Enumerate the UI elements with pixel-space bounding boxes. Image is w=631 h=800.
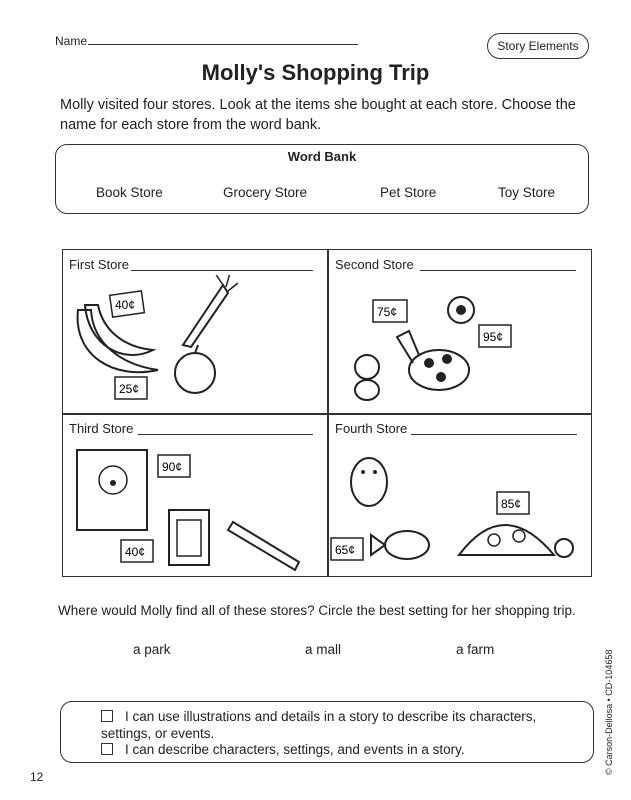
second-store-blank[interactable]: [420, 270, 576, 271]
option-mall[interactable]: a mall: [305, 642, 342, 657]
price-tag-40-book: 40¢: [125, 545, 146, 559]
carrot-icon: [183, 285, 228, 347]
option-park[interactable]: a park: [133, 642, 171, 657]
checklist-item-1: [101, 708, 571, 742]
option-farm[interactable]: a farm: [456, 642, 495, 657]
page-number: 12: [30, 770, 44, 784]
checklist-text-2: I can describe characters, settings, and events in a story.: [125, 742, 465, 757]
apple-icon: [175, 353, 215, 393]
checkbox-icon[interactable]: [101, 710, 113, 722]
price-tag-85: 85¢: [501, 497, 522, 511]
copyright-side-text: © Carson-Dellosa • CD-104658: [604, 649, 614, 775]
book-items-illustration: [63, 440, 327, 575]
pet-items-illustration: [329, 440, 591, 575]
dinosaur-icon: [409, 350, 469, 390]
word-grocery-store: Grocery Store: [223, 185, 308, 200]
setting-question: Where would Molly find all of these stores? Circle the best setting for her shopping trip.: [58, 603, 576, 618]
word-bank: [55, 144, 589, 214]
price-tag-40: 40¢: [115, 298, 136, 312]
second-store-label: Second Store: [335, 257, 414, 272]
banana-icon: [78, 310, 158, 372]
price-tag-95: 95¢: [483, 330, 504, 344]
checklist-item-2: [101, 742, 571, 757]
grocery-items-illustration: [63, 275, 327, 413]
grid-divider-horizontal: [63, 413, 591, 415]
price-tag-90: 90¢: [162, 460, 183, 474]
toy-items-illustration: [329, 275, 591, 413]
word-bank-title: Word Bank: [287, 149, 357, 164]
third-store-label: Third Store: [69, 421, 134, 436]
store-grid: [62, 249, 592, 577]
turtle-icon: [459, 525, 554, 555]
word-toy-store: Toy Store: [498, 185, 556, 200]
story-elements-badge: Story Elements: [487, 33, 589, 59]
page-title: Molly's Shopping Trip: [201, 60, 430, 85]
checkbox-icon[interactable]: [101, 743, 113, 755]
fish-icon: [385, 531, 429, 559]
word-pet-store: Pet Store: [380, 185, 437, 200]
first-store-label: First Store: [69, 257, 129, 272]
word-book-store: Book Store: [96, 185, 163, 200]
fourth-store-label: Fourth Store: [335, 421, 408, 436]
pencil-icon: [228, 522, 299, 570]
price-tag-75: 75¢: [377, 305, 398, 319]
name-line[interactable]: [88, 44, 358, 45]
name-label: Name: [55, 34, 88, 48]
instructions: Molly visited four stores. Look at the items she bought at each store. Choose the name for each store from the word bank.: [60, 97, 576, 133]
checklist-text-1: I can use illustrations and details in a story to describe its characters, settings, or events.: [101, 709, 537, 741]
clown-book-icon: [77, 450, 147, 530]
teddy-bear-icon: [355, 355, 379, 379]
first-store-blank[interactable]: [131, 270, 313, 271]
third-store-blank[interactable]: [138, 434, 313, 435]
fourth-store-blank[interactable]: [411, 434, 577, 435]
hamster-icon: [351, 458, 387, 506]
price-tag-65: 65¢: [335, 543, 356, 557]
price-tag-25: 25¢: [119, 382, 140, 396]
self-check-box: [60, 701, 594, 763]
